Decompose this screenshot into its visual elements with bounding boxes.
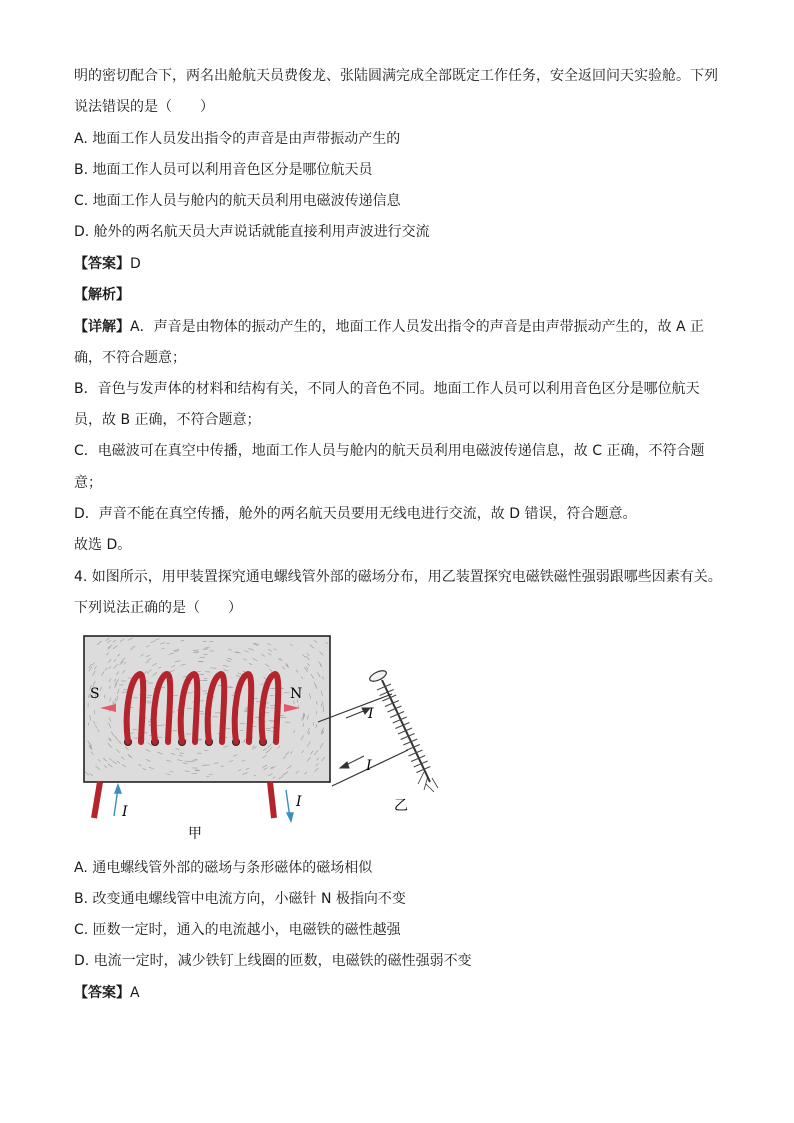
q3-stem-line1: 明的密切配合下，两名出舱航天员费俊龙、张陆圆满完成全部既定工作任务，安全返回问天实验舱。下列 bbox=[74, 68, 718, 84]
q3-answer bbox=[74, 254, 141, 274]
q3-detail-line3: B．音色与发声体的材料和结构有关，不同人的音色不同。地面工作人员可以利用音色区分是哪位航天 bbox=[74, 381, 700, 397]
q3-detail-line6: 意； bbox=[74, 475, 102, 491]
q3-detail-line4: 员，故 B 正确，不符合题意； bbox=[74, 412, 261, 428]
answer-value: D bbox=[130, 256, 141, 272]
q4-option-c: C. 匝数一定时，通入的电流越小，电磁铁的磁性越强 bbox=[74, 922, 401, 938]
q3-stem-line2: 说法错误的是（ ） bbox=[74, 99, 214, 115]
q4-stem-line2: 下列说法正确的是（ ） bbox=[74, 600, 242, 616]
q3-detail-line1 bbox=[74, 317, 704, 337]
current-label-nail-bottom: I bbox=[366, 758, 372, 774]
q3-analysis-tag: 【解析】 bbox=[74, 287, 130, 303]
lead-wire-left bbox=[94, 782, 100, 818]
q4-answer bbox=[74, 983, 140, 1003]
q4-option-a: A. 通电螺线管外部的磁场与条形磁体的磁场相似 bbox=[74, 860, 373, 876]
q3-conclusion: 故选 D。 bbox=[74, 537, 132, 553]
q4-stem-line1: 4. 如图所示，用甲装置探究通电螺线管外部的磁场分布，用乙装置探究电磁铁磁性强弱跟哪些因素有关。 bbox=[74, 569, 722, 585]
q3-option-b: B. 地面工作人员可以利用音色区分是哪位航天员 bbox=[74, 162, 373, 178]
answer-value: A bbox=[130, 985, 140, 1001]
q3-option-a: A. 地面工作人员发出指令的声音是由声带振动产生的 bbox=[74, 131, 401, 147]
q4-option-b: B. 改变通电螺线管中电流方向，小磁针 N 极指向不变 bbox=[74, 891, 406, 907]
detail-text: A．声音是由物体的振动产生的，地面工作人员发出指令的声音是由声带振动产生的，故 A 正 bbox=[130, 319, 705, 335]
nail-electromagnet bbox=[318, 669, 438, 792]
q3-detail-line7: D．声音不能在真空传播，舱外的两名航天员要用无线电进行交流，故 D 错误，符合题意。 bbox=[74, 506, 637, 522]
answer-tag: 【答案】 bbox=[74, 985, 130, 1001]
pole-n-label: N bbox=[290, 686, 303, 702]
pole-s-label: S bbox=[90, 686, 100, 702]
lead-wire-right bbox=[270, 782, 274, 818]
q3-detail-line5: C．电磁波可在真空中传播，地面工作人员与舱内的航天员利用电磁波传递信息，故 C 正确，不符合题 bbox=[74, 443, 705, 459]
q4-figure bbox=[78, 632, 458, 852]
current-label-nail-top: I bbox=[368, 706, 374, 722]
current-label-right: I bbox=[296, 794, 302, 810]
q3-option-c: C. 地面工作人员与舱内的航天员利用电磁波传递信息 bbox=[74, 193, 401, 209]
solenoid-photo bbox=[84, 636, 330, 782]
label-jia: 甲 bbox=[188, 826, 202, 842]
label-yi: 乙 bbox=[394, 798, 408, 814]
q3-detail-line2: 确，不符合题意； bbox=[74, 350, 186, 366]
answer-tag: 【答案】 bbox=[74, 256, 130, 272]
q3-option-d: D. 舱外的两名航天员大声说话就能直接利用声波进行交流 bbox=[74, 224, 430, 240]
detail-tag: 【详解】 bbox=[74, 319, 130, 335]
q4-option-d: D. 电流一定时，减少铁钉上线圈的匝数，电磁铁的磁性强弱不变 bbox=[74, 953, 472, 969]
current-label-left: I bbox=[122, 804, 128, 820]
